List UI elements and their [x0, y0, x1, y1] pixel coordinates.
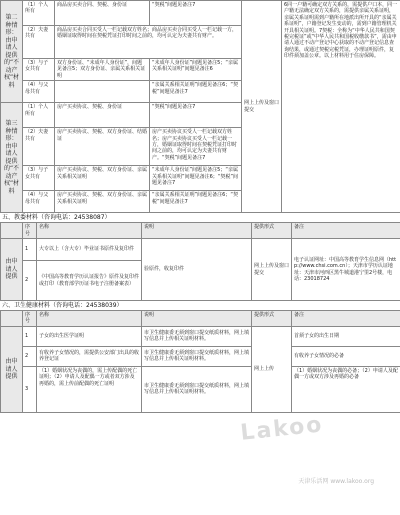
offer-form-cell: 网上上传及窗口提交 — [242, 1, 282, 213]
header-blank — [1, 223, 23, 239]
row-note: 市卫生健康委无须到窗口提交纸质材料，网上填写信息并上传相关证明材料。 — [142, 346, 252, 366]
row-no: 2 — [23, 261, 37, 301]
watermark-subtitle: 天津乐活网 www.lakoo.org — [298, 478, 374, 485]
row-name: 大专以上（含大专）毕业证书原件及复印件 — [37, 239, 142, 261]
header-blank — [1, 311, 23, 327]
row-no: 1 — [23, 239, 37, 261]
material-cell: 商品房买卖合同、契税、身份证 — [55, 1, 150, 26]
remark-cell: “未成年人身份证”间题见备注5；“亲属关系相关证明”间题见备注6；“契税”间题见备注7 — [150, 166, 242, 191]
row-remark: 首须子女的出生日期 — [292, 326, 400, 346]
material-cell: 房产买卖协议、契税、双方身份证、结婚证 — [55, 128, 150, 166]
row-no: 2 — [23, 346, 37, 366]
row-form: 网上上传及窗口提交 — [252, 239, 292, 301]
section-6-title: 六、卫生健康材料（咨询电话：24538039） — [0, 301, 400, 310]
row-remark: （1）婚姻状况为丧偶的必备；（2）申请人及配偶一方或双方涉及再婚的必备 — [292, 366, 400, 412]
notes-cell: 6同一户籍可确定双方关系的，需提供户口本，同一户籍无法确定双方关系的，需提供亲属关系证明，亲属关系证明需到户籍所在地派出所开具的“亲属关系证明”，户籍登记发生变动的，需到户籍管理机关开具相关证明。7契税：全称为“中华人民共和国契税完税证”或“中华人民共和国税收缴款书”，需由申请人通过不动产登记中心获取的不动产登记信息查询结果，或通过契税完税凭证，办理证明原件，复印件须加盖公章。以上材料用于住房保障。 — [282, 1, 400, 213]
ownership-cell: （3）与子女共有 — [23, 59, 55, 81]
watermark-logo: Lakoo — [239, 412, 325, 446]
header-name: 名称 — [37, 311, 142, 327]
ownership-cell: （3）与子女共有 — [23, 166, 55, 191]
remark-cell: 房产买卖协议买受人一栏记载双方姓名；房产买卖协议买受人一栏记载一方，婚姻证取得时间在契税凭证打印时间之前的，均可认定为夫妻共有财产。“契税”间题见备注7 — [150, 128, 242, 166]
remark-cell: “未成年人身份证”间题见备注5；“亲属关系相关证明”间题见备注6 — [150, 59, 242, 81]
row-no: 3 — [23, 366, 37, 412]
ownership-cell: （1）个人所有 — [23, 1, 55, 26]
row-name: （1）婚姻状况为丧偶的，需上传配偶的死亡证明；（2）申请人及配偶一方或者双方涉及再婚的，需上传前配偶的死亡证明 — [37, 366, 142, 412]
section-5-title: 五、教委材料（咨询电话：24538087） — [0, 213, 400, 222]
remark-cell: “契税”间题见备注7 — [150, 1, 242, 26]
row-name: 子女的出生医学证明 — [37, 326, 142, 346]
row-name: 有收养子女情况的，需提供公安部门出具的收养登记证 — [37, 346, 142, 366]
material-cell: 房产买卖协议、契税、双方身份证、亲属关系相关证明 — [55, 166, 150, 191]
header-note: 说明 — [142, 223, 252, 239]
ownership-cell: （4）与父母共有 — [23, 191, 55, 213]
row-form: 网上上传 — [252, 326, 292, 412]
header-note: 说明 — [142, 311, 252, 327]
group-label-2: 第二种情形：由申请人提供的“不动产权”材料 — [1, 1, 23, 103]
row-remark: 有收养子女情况的必备 — [292, 346, 400, 366]
material-cell: 房产买卖协议、契税、身份证 — [55, 103, 150, 128]
header-remark: 备注 — [292, 311, 400, 327]
header-name: 名称 — [37, 223, 142, 239]
ownership-cell: （1）个人所有 — [23, 103, 55, 128]
row-no: 1 — [23, 326, 37, 346]
row-note: 验原件，收复印件 — [142, 239, 252, 301]
ownership-cell: （2）夫妻共有 — [23, 26, 55, 59]
header-no: 序号 — [23, 223, 37, 239]
header-remark: 备注 — [292, 223, 400, 239]
material-cell: 商品房买卖合同买受人一栏记载双方姓名；商品房买卖合同买受人一栏记载一方，婚姻证取得时间在契税凭证打印时间之前的，均可认定为夫妻共有财产。 — [55, 26, 242, 59]
material-cell — [55, 81, 150, 103]
material-cell: 双方身份证、“未成年人身份证”，间题见备注5；双方身份证、亲属关系相关证明 — [55, 59, 150, 81]
row-remark: 电子认证网址：中国高等教育学生信息网（http://www.chsi.com.cn）；天津市学历认证地址：天津市河西区黑牛城道港宁里2号楼，电话：23018724 — [292, 239, 400, 301]
health-materials-table — [0, 310, 400, 413]
row-note: 市卫生健康委无须到窗口提交纸质材料，网上填写信息并上传相关证明材料。 — [142, 366, 252, 412]
row-note: 市卫生健康委无须到窗口提交纸质材料，网上填写信息并上传相关证明材料。 — [142, 326, 252, 346]
header-no: 序号 — [23, 311, 37, 327]
header-form: 提供形式 — [252, 223, 292, 239]
header-form: 提供形式 — [252, 311, 292, 327]
group-label: 由申请人提供 — [1, 326, 23, 412]
remark-cell: “契税”间题见备注7 — [150, 103, 242, 128]
material-cell: 房产买卖协议、契税、双方身份证、亲属关系相关证明 — [55, 191, 150, 213]
remark-cell: “亲属关系相关证明”间题见备注6；“契税”间题见备注7 — [150, 191, 242, 213]
property-materials-table — [0, 0, 400, 213]
group-label: 由申请人提供 — [1, 239, 23, 301]
group-label-3: 第三种情形：由申请人提供的“不动产权”材料 — [1, 103, 23, 213]
ownership-cell: （4）与父母共有 — [23, 81, 55, 103]
education-materials-table — [0, 222, 400, 301]
ownership-cell: （2）夫妻共有 — [23, 128, 55, 166]
row-name: 《中国高等教育学历认证报告》原件及复印件或打印（教育部学历证书电子注册备案表） — [37, 261, 142, 301]
remark-cell: “亲属关系相关证明”间题见备注6；“契税”间题见备注7 — [150, 81, 242, 103]
